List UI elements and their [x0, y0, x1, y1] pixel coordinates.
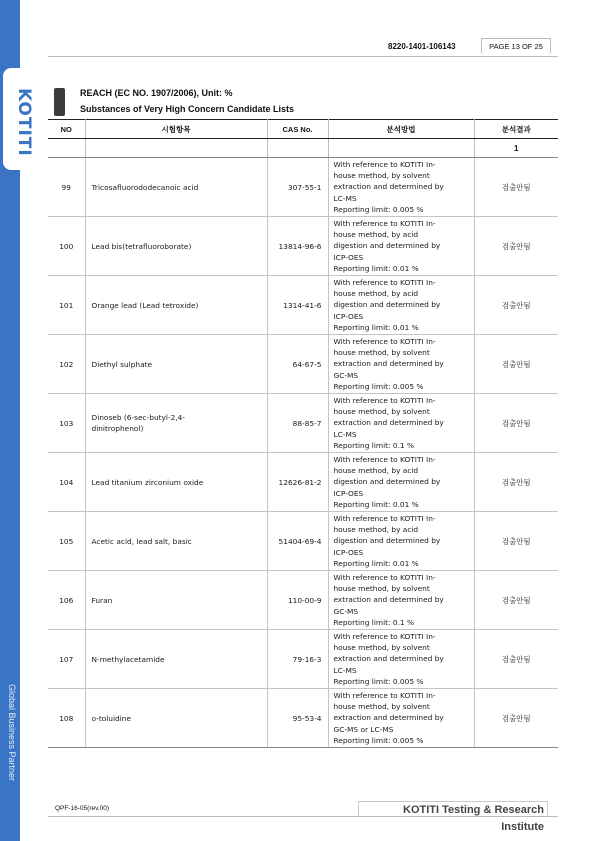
- row-test-item: N-methylacetamide: [85, 630, 267, 689]
- row-no: 102: [48, 335, 85, 394]
- row-result: 검출안됨: [474, 276, 558, 335]
- row-test-item: Lead bis(tetrafluoroborate): [85, 217, 267, 276]
- sidebar-tagline: Global Business Partner: [7, 684, 17, 782]
- row-result: 검출안됨: [474, 158, 558, 217]
- row-cas-no: 79-16-3: [267, 630, 328, 689]
- row-method: With reference to KOTITI In- house method, by solvent extraction and determined by LC-MS Reporting limit: 0.1 %: [328, 394, 474, 453]
- row-result: 검출안됨: [474, 453, 558, 512]
- row-cas-no: 1314-41-6: [267, 276, 328, 335]
- subhead-cell: [85, 139, 267, 158]
- row-test-item: Acetic acid, lead salt, basic: [85, 512, 267, 571]
- table-row: [48, 571, 558, 630]
- results-table: [48, 119, 558, 748]
- kotiti-logo: KOTITI: [14, 88, 34, 157]
- table-row: [48, 158, 558, 217]
- row-method: With reference to KOTITI In- house method, by solvent extraction and determined by GC-MS Reporting limit: 0.005 %: [328, 335, 474, 394]
- row-result: 검출안됨: [474, 394, 558, 453]
- table-row: [48, 453, 558, 512]
- row-method: With reference to KOTITI In- house method, by solvent extraction and determined by GC-MS or LC-MS Reporting limit: 0.005 %: [328, 689, 474, 748]
- table-row: [48, 276, 558, 335]
- row-no: 101: [48, 276, 85, 335]
- row-no: 99: [48, 158, 85, 217]
- row-test-item: Orange lead (Lead tetroxide): [85, 276, 267, 335]
- row-method: With reference to KOTITI In- house method, by acid digestion and determined by ICP-OES Reporting limit: 0.01 %: [328, 453, 474, 512]
- table-row: [48, 512, 558, 571]
- row-cas-no: 95-53-4: [267, 689, 328, 748]
- table-row: [48, 394, 558, 453]
- form-code: QPF-16-05(rev.00): [55, 805, 110, 812]
- row-cas-no: 88-85-7: [267, 394, 328, 453]
- row-cas-no: 307-55-1: [267, 158, 328, 217]
- row-method: With reference to KOTITI In- house method, by solvent extraction and determined by GC-MS Reporting limit: 0.1 %: [328, 571, 474, 630]
- header-no: NO: [48, 120, 85, 139]
- row-method: With reference to KOTITI In- house method, by acid digestion and determined by ICP-OES Reporting limit: 0.01 %: [328, 217, 474, 276]
- row-test-item: Furan: [85, 571, 267, 630]
- document-number: 8220-1401-106143: [388, 42, 456, 51]
- row-no: 100: [48, 217, 85, 276]
- row-cas-no: 64-67-5: [267, 335, 328, 394]
- row-test-item: Lead titanium zirconium oxide: [85, 453, 267, 512]
- row-no: 108: [48, 689, 85, 748]
- institute-name: KOTITI Testing & Research Institute: [358, 801, 548, 817]
- footer-divider: [48, 816, 558, 817]
- row-no: 107: [48, 630, 85, 689]
- row-result: 검출안됨: [474, 689, 558, 748]
- section-subtitle: Substances of Very High Concern Candidate Lists: [80, 104, 295, 114]
- row-no: 103: [48, 394, 85, 453]
- subhead-cell: [328, 139, 474, 158]
- row-no: 105: [48, 512, 85, 571]
- row-no: 106: [48, 571, 85, 630]
- table-header-row: [48, 120, 558, 139]
- table-row: [48, 689, 558, 748]
- sample-header-row: [48, 139, 558, 158]
- row-no: 104: [48, 453, 85, 512]
- section-marker: [54, 88, 65, 116]
- row-method: With reference to KOTITI In- house method, by acid digestion and determined by ICP-OES Reporting limit: 0.01 %: [328, 512, 474, 571]
- row-test-item: o-toluidine: [85, 689, 267, 748]
- sample-number: 1: [474, 139, 558, 158]
- subhead-cell: [48, 139, 85, 158]
- header-divider: [48, 56, 558, 57]
- row-test-item: Diethyl sulphate: [85, 335, 267, 394]
- header-test-item: 시험항목: [85, 120, 267, 139]
- page-indicator: PAGE 13 OF 25: [481, 38, 551, 53]
- row-cas-no: 12626-81-2: [267, 453, 328, 512]
- row-method: With reference to KOTITI In- house method, by solvent extraction and determined by LC-MS Reporting limit: 0.005 %: [328, 158, 474, 217]
- row-result: 검출안됨: [474, 512, 558, 571]
- header-cas-no: CAS No.: [267, 120, 328, 139]
- table-body: [48, 158, 558, 748]
- section-title: REACH (EC NO. 1907/2006), Unit: %: [80, 88, 233, 98]
- table-row: [48, 335, 558, 394]
- table-row: [48, 630, 558, 689]
- row-result: 검출안됨: [474, 630, 558, 689]
- row-result: 검출안됨: [474, 571, 558, 630]
- header-method: 분석방법: [328, 120, 474, 139]
- row-test-item: Tricosafluorododecanoic acid: [85, 158, 267, 217]
- row-cas-no: 13814-96-6: [267, 217, 328, 276]
- row-cas-no: 51404-69-4: [267, 512, 328, 571]
- row-result: 검출안됨: [474, 335, 558, 394]
- table-row: [48, 217, 558, 276]
- row-test-item: Dinoseb (6-sec-butyl-2,4- dinitrophenol): [85, 394, 267, 453]
- row-method: With reference to KOTITI In- house method, by solvent extraction and determined by LC-MS Reporting limit: 0.005 %: [328, 630, 474, 689]
- row-cas-no: 110-00-9: [267, 571, 328, 630]
- header-result: 분석결과: [474, 120, 558, 139]
- subhead-cell: [267, 139, 328, 158]
- row-method: With reference to KOTITI In- house method, by acid digestion and determined by ICP-OES Reporting limit: 0.01 %: [328, 276, 474, 335]
- row-result: 검출안됨: [474, 217, 558, 276]
